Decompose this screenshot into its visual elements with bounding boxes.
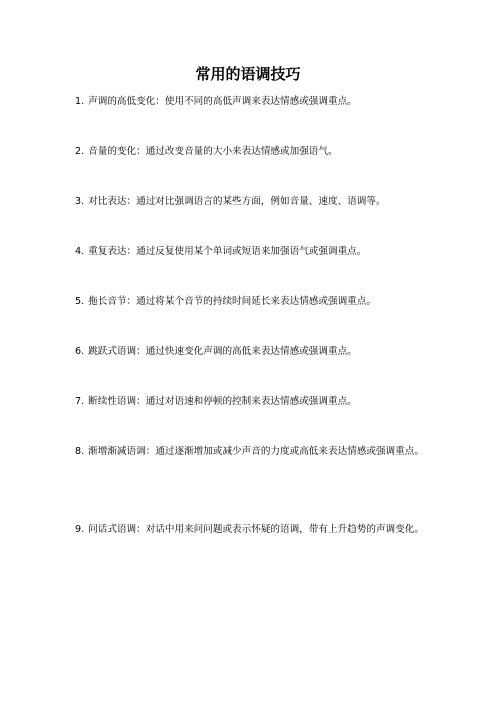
- list-item: [75, 242, 431, 262]
- document-title: 常用的语调技巧: [195, 65, 301, 83]
- list-item: [75, 442, 431, 462]
- list-item: [75, 92, 431, 112]
- item-text: 声调的高低变化：使用不同的高低声调来表达情感或强调重点。: [88, 96, 357, 107]
- item-text: 断续性语调：通过对语速和停顿的控制来表达情感或强调重点。: [88, 396, 357, 407]
- list-item: [75, 342, 431, 362]
- list-item: [75, 520, 431, 540]
- item-number: 4.: [75, 246, 85, 257]
- item-text: 音量的变化：通过改变音量的大小来表达情感或加强语气。: [88, 146, 338, 157]
- list-item: [75, 142, 431, 162]
- item-number: 1.: [75, 96, 85, 107]
- list-item: [75, 292, 431, 312]
- list-item: [75, 392, 431, 412]
- item-text: 重复表达：通过反复使用某个单词或短语来加强语气或强调重点。: [88, 246, 367, 257]
- item-number: 6.: [75, 346, 85, 357]
- list-item: [75, 192, 431, 212]
- item-text: 跳跃式语调：通过快速变化声调的高低来表达情感或强调重点。: [88, 346, 357, 357]
- item-number: 2.: [75, 146, 85, 157]
- item-number: 5.: [75, 296, 85, 307]
- item-text: 对比表达：通过对比强调语言的某些方面，例如音量、速度、语调等。: [88, 196, 386, 207]
- item-number: 8.: [75, 446, 85, 457]
- item-text: 渐增渐减语调：通过逐渐增加或减少声音的力度或高低来表达情感或强调重点。: [88, 446, 424, 457]
- item-text: 问话式语调：对话中用来问问题或表示怀疑的语调，带有上升趋势的声调变化。: [88, 524, 424, 535]
- item-number: 9.: [75, 524, 85, 535]
- item-number: 3.: [75, 196, 85, 207]
- item-number: 7.: [75, 396, 85, 407]
- item-text: 拖长音节：通过将某个音节的持续时间延长来表达情感或强调重点。: [88, 296, 376, 307]
